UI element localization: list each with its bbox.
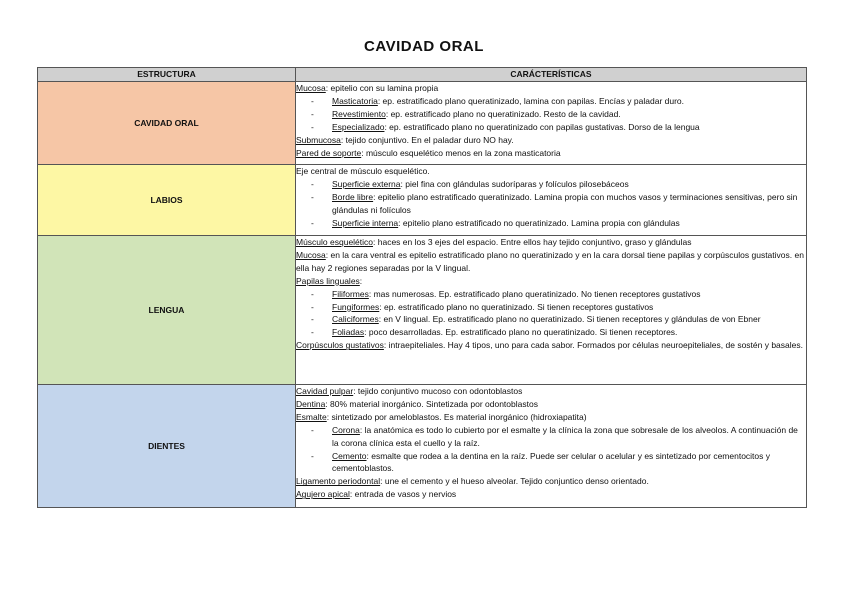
sub-list-text	[332, 301, 806, 314]
term-label: Esmalte	[296, 411, 327, 422]
list-item	[296, 488, 806, 501]
term-description: : músculo esquelético menos en la zona masticatoria	[361, 147, 561, 158]
bullet-dash: -	[311, 217, 314, 228]
sub-list-item	[296, 191, 806, 217]
term-label: Dentina	[296, 398, 326, 409]
content-table	[37, 67, 807, 508]
term-description: :	[359, 275, 363, 286]
characteristics-cell	[296, 385, 807, 508]
sub-list-text	[332, 95, 806, 108]
bullet-dash: -	[311, 178, 314, 189]
list-item	[296, 275, 806, 288]
term-description: : epitelio plano estratificado no queratinizado. Lamina propia con glándulas	[398, 217, 680, 228]
term-label: Superficie interna	[332, 217, 399, 228]
list-item	[296, 411, 806, 424]
term-label: Pared de soporte	[296, 147, 362, 158]
bullet-dash: -	[311, 327, 314, 338]
structure-cell: LABIOS	[38, 165, 296, 236]
bullet-dash: -	[311, 301, 314, 312]
term-description: : entrada de vasos y nervios	[349, 489, 457, 500]
term-description: : esmalte que rodea a la dentina en la raíz. Puede ser celular o acelular y es sintetizado por cementocitos y cementoblastos.	[332, 450, 771, 474]
term-label: Foliadas	[332, 327, 365, 338]
header-structure: ESTRUCTURA	[38, 68, 296, 82]
term-label: Ligamento periodontal	[296, 476, 381, 487]
term-label: Filiformes	[332, 288, 369, 299]
term-description: : en V lingual. Ep. estratificado plano no queratinizado. Si tienen receptores y glándulas de von Ebner	[378, 314, 761, 325]
term-description: : une el cemento y el hueso alveolar. Tejido conjuntico denso orientado.	[380, 476, 649, 487]
list-item	[296, 385, 806, 398]
sub-list-item	[296, 301, 806, 314]
sub-list-item	[296, 178, 806, 191]
sub-list-text	[332, 313, 806, 326]
structure-cell: CAVIDAD ORAL	[38, 82, 296, 165]
sub-list-text	[332, 191, 806, 217]
sub-list-item	[296, 108, 806, 121]
term-label: Revestimiento	[332, 108, 386, 119]
list-item	[296, 147, 806, 160]
sub-list-item	[296, 288, 806, 301]
sub-list-item	[296, 217, 806, 230]
term-description: : epitelio plano estratificado queratinizado. Lamina propia con muchos vasos y terminaciones sensitivas, pero sin glándulas ni folículos	[332, 191, 798, 215]
sub-list-item	[296, 326, 806, 339]
term-description: : 80% material inorgánico. Sintetizada por odontoblastos	[325, 398, 538, 409]
term-description: : mas numerosas. Ep. estratificado plano queratinizado. No tienen receptores gustativos	[368, 288, 701, 299]
sub-list-text	[332, 288, 806, 301]
sub-list-item	[296, 121, 806, 134]
term-description: : tejido conjuntivo mucoso con odontoblastos	[353, 386, 523, 396]
term-description: : haces en los 3 ejes del espacio. Entre ellos hay tejido conjuntivo, graso y glándulas	[373, 237, 692, 247]
sub-list-item	[296, 95, 806, 108]
term-description: : piel fina con glándulas sudoríparas y folículos pilosebáceos	[400, 178, 629, 189]
term-label: Especializado	[332, 121, 385, 132]
structure-cell: DIENTES	[38, 385, 296, 508]
sub-list-text	[332, 217, 806, 230]
table-header-row	[38, 68, 807, 82]
table-row	[38, 82, 807, 165]
bullet-dash: -	[311, 424, 314, 435]
term-description: : epitelio con su lamina propia	[325, 83, 439, 93]
structure-cell: LENGUA	[38, 236, 296, 385]
term-label: Papilas linguales	[296, 275, 360, 286]
term-description: : en la cara ventral es epitelio estratificado plano no queratinizado y en la cara dorsal tiene papilas y corpúsculos gustativos. en ella hay 2 regiones separadas por la V lingual.	[296, 249, 804, 273]
sub-list-text	[332, 424, 806, 450]
term-description: : ep. estratificado plano no queratinizado con papilas gustativas. Dorso de la lengua	[384, 121, 700, 132]
sub-list-text	[332, 121, 806, 134]
term-label: Submucosa	[296, 134, 341, 145]
term-label: Agujero apical	[296, 489, 350, 500]
header-characteristics: CARÁCTERÍSTICAS	[296, 68, 807, 82]
table-row	[38, 165, 807, 236]
table-row	[38, 236, 807, 385]
term-label: Cavidad pulpar	[296, 386, 354, 396]
term-label: Mucosa	[296, 249, 326, 260]
term-label: Superficie externa	[332, 178, 401, 189]
sub-list-text	[332, 178, 806, 191]
list-item	[296, 339, 806, 352]
term-description: : ep. estratificado plano no queratinizado. Resto de la cavidad.	[385, 108, 621, 119]
bullet-dash: -	[311, 288, 314, 299]
characteristics-cell	[296, 236, 807, 385]
term-description: : la anatómica es todo lo cubierto por el esmalte y la clínica la zona que sobresale de los alveolos. A continuación de la corona clínica esta el cuello y la raíz.	[332, 424, 798, 448]
list-item	[296, 236, 806, 249]
term-description: : ep. estratificado plano no queratinizado. Si tienen receptores gustativos	[379, 301, 654, 312]
characteristics-cell	[296, 165, 807, 236]
bullet-dash: -	[311, 191, 314, 202]
list-item	[296, 398, 806, 411]
characteristics-cell	[296, 82, 807, 165]
sub-list-item	[296, 424, 806, 450]
term-description: : sintetizado por ameloblastos. Es material inorgánico (hidroxiapatita)	[326, 411, 587, 422]
term-label: Corpúsculos gustativos	[296, 340, 384, 351]
term-label: Cemento	[332, 450, 367, 461]
bullet-dash: -	[311, 314, 314, 325]
term-description: : intraepiteliales. Hay 4 tipos, uno para cada sabor. Formados por células neuroepiteliales, de sostén y basales.	[383, 340, 803, 351]
list-item	[296, 475, 806, 488]
sub-list-item	[296, 450, 806, 476]
sub-list-item	[296, 313, 806, 326]
term-label: Fungiformes	[332, 301, 380, 312]
bullet-dash: -	[311, 121, 314, 132]
table-row	[38, 385, 807, 508]
bullet-dash: -	[311, 450, 314, 461]
term-label: Mucosa	[296, 83, 326, 93]
term-label: Borde libre	[332, 191, 374, 202]
page-title: CAVIDAD ORAL	[364, 38, 484, 55]
list-item	[296, 134, 806, 147]
term-label: Masticatoria	[332, 95, 378, 106]
term-description: : ep. estratificado plano queratinizado, lamina con papilas. Encías y paladar duro.	[377, 95, 685, 106]
list-item	[296, 82, 806, 95]
term-description: Eje central de músculo esquelético.	[296, 166, 430, 176]
sub-list-text	[332, 108, 806, 121]
bullet-dash: -	[311, 108, 314, 119]
term-description: : tejido conjuntivo. En el paladar duro NO hay.	[340, 134, 514, 145]
term-label: Músculo esquelético	[296, 237, 374, 247]
term-label: Caliciformes	[332, 314, 379, 325]
term-description: : poco desarrolladas. Ep. estratificado plano no queratinizado. Si tienen receptores.	[364, 327, 678, 338]
sub-list-text	[332, 326, 806, 339]
term-label: Corona	[332, 424, 360, 435]
sub-list-text	[332, 450, 806, 476]
bullet-dash: -	[311, 95, 314, 106]
list-item	[296, 249, 806, 275]
list-item	[296, 165, 806, 178]
